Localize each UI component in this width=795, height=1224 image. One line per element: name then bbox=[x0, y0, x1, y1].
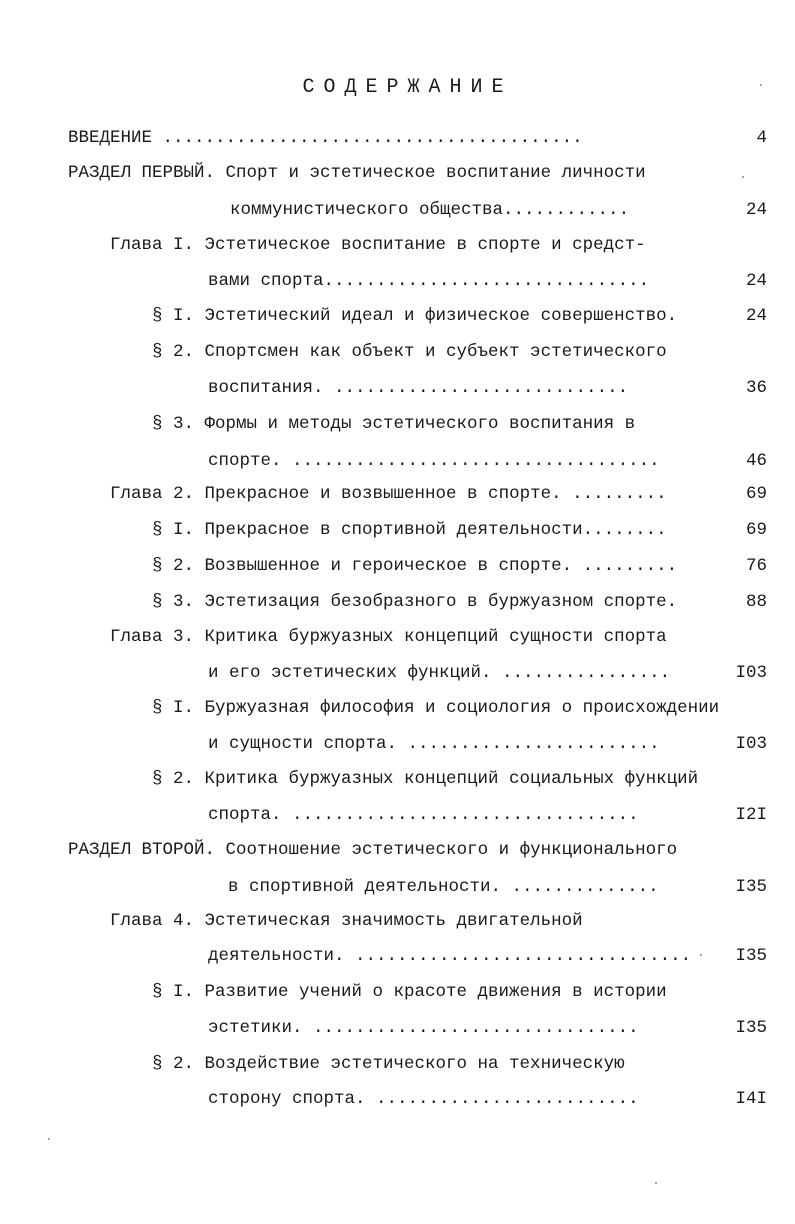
toc-entry-section: § I. Эстетический идеал и физическое совершенство. bbox=[152, 306, 678, 326]
toc-page-number: 69 bbox=[745, 484, 767, 504]
toc-entry-part-2-cont: в спортивной деятельности. .............. bbox=[228, 877, 659, 897]
scan-speck bbox=[742, 176, 744, 178]
toc-entry-section-cont: спорта. ................................. bbox=[208, 805, 639, 825]
toc-page-number: I35 bbox=[735, 877, 767, 897]
toc-entry-section-cont: эстетики. ............................... bbox=[208, 1018, 639, 1038]
toc-page-number: 76 bbox=[745, 556, 767, 576]
toc-page-number: 24 bbox=[745, 200, 767, 220]
scan-speck bbox=[48, 1138, 50, 1140]
toc-page-number: I2I bbox=[735, 805, 767, 825]
toc-entry-chapter-1-cont: вами спорта............................... bbox=[208, 271, 650, 291]
toc-entry-section-cont: сторону спорта. ......................... bbox=[208, 1089, 639, 1109]
toc-entry-section: § 2. Воздействие эстетического на техническую bbox=[152, 1054, 625, 1074]
toc-page-number: 24 bbox=[745, 271, 767, 291]
toc-page-number: 88 bbox=[745, 592, 767, 612]
scan-speck bbox=[655, 1182, 657, 1184]
toc-entry-section: § I. Прекрасное в спортивной деятельности........ bbox=[152, 520, 667, 540]
toc-entry-section-cont: воспитания. ............................ bbox=[208, 378, 629, 398]
scan-speck bbox=[700, 954, 702, 956]
toc-entry-part-2: РАЗДЕЛ ВТОРОЙ. Соотношение эстетического и функционального bbox=[68, 840, 678, 860]
toc-page-number: I35 bbox=[735, 946, 767, 966]
toc-entry-section: § 3. Эстетизация безобразного в буржуазном спорте. bbox=[152, 592, 678, 612]
page-title: СОДЕРЖАНИЕ bbox=[302, 76, 513, 99]
toc-entry-chapter-3-cont: и его эстетических функций. ................ bbox=[208, 663, 671, 683]
toc-page-number: 24 bbox=[745, 306, 767, 326]
toc-entry-intro: ВВЕДЕНИЕ ........................................ bbox=[68, 128, 583, 148]
toc-entry-section-cont: спорте. ................................... bbox=[208, 451, 660, 471]
toc-entry-section: § I. Буржуазная философия и социология о происхождении bbox=[152, 698, 720, 718]
toc-page-number: 69 bbox=[745, 520, 767, 540]
toc-entry-section: § 2. Возвышенное и героическое в спорте. ......... bbox=[152, 556, 678, 576]
toc-entry-chapter-3: Глава 3. Критика буржуазных концепций сущности спорта bbox=[110, 627, 667, 647]
toc-page-number: I03 bbox=[735, 663, 767, 683]
toc-entry-chapter-4: Глава 4. Эстетическая значимость двигательной bbox=[110, 911, 583, 931]
toc-entry-chapter-1: Глава I. Эстетическое воспитание в спорте и средст- bbox=[110, 235, 646, 255]
toc-entry-chapter-4-cont: деятельности. ................................ bbox=[208, 946, 692, 966]
toc-page-number: I03 bbox=[735, 734, 767, 754]
toc-entry-section-cont: и сущности спорта. ........................ bbox=[208, 734, 660, 754]
toc-entry-part-1-cont: коммунистического общества............ bbox=[230, 200, 630, 220]
toc-page-number: I4I bbox=[735, 1089, 767, 1109]
toc-entry-section: § 2. Спортсмен как объект и субъект эстетического bbox=[152, 342, 667, 362]
toc-page-number: 36 bbox=[745, 378, 767, 398]
toc-page-number: I35 bbox=[735, 1018, 767, 1038]
toc-entry-section: § I. Развитие учений о красоте движения в истории bbox=[152, 982, 667, 1002]
toc-entry-section: § 3. Формы и методы эстетического воспитания в bbox=[152, 414, 636, 434]
toc-page-number: 46 bbox=[745, 451, 767, 471]
toc-entry-section: § 2. Критика буржуазных концепций социальных функций bbox=[152, 769, 699, 789]
toc-page-number: 4 bbox=[756, 128, 767, 148]
toc-entry-part-1: РАЗДЕЛ ПЕРВЫЙ. Спорт и эстетическое воспитание личности bbox=[68, 163, 646, 183]
toc-entry-chapter-2: Глава 2. Прекрасное и возвышенное в спорте. ......... bbox=[110, 484, 667, 504]
scan-speck bbox=[760, 84, 762, 86]
